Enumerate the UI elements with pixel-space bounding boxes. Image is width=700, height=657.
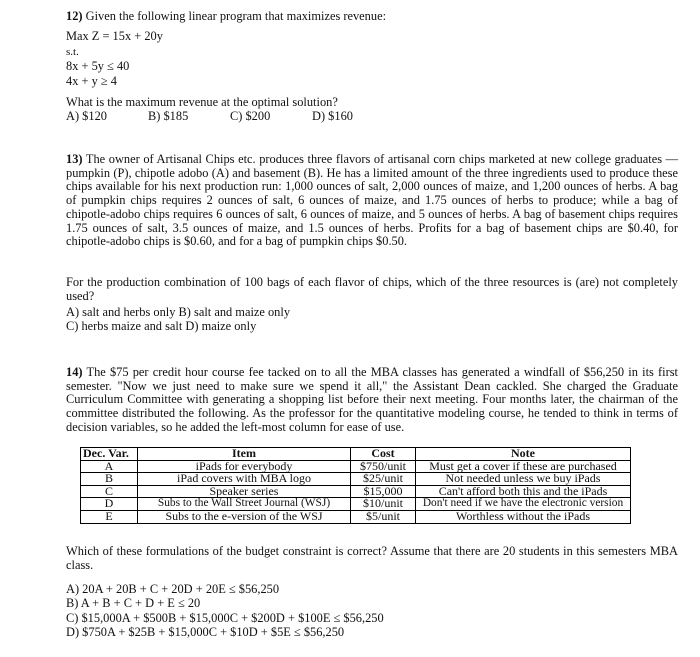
q12-st: s.t. (66, 46, 79, 58)
table-cell-var: E (81, 510, 138, 523)
q14-option-d: D) $750A + $25B + $15,000C + $10D + $5E ≤ $56,250 (66, 625, 345, 639)
q14-paragraph-block (66, 366, 678, 435)
q12-objective: Max Z = 15x + 20y (66, 29, 163, 43)
table-cell-var: A (81, 460, 138, 473)
q13-number: 13) (66, 152, 83, 166)
table-cell-cost: $15,000 (351, 485, 416, 498)
table-cell-item: iPad covers with MBA logo (138, 473, 351, 486)
q12-option-c: C) $200 (230, 109, 271, 123)
q12-option-a: A) $120 (66, 109, 107, 123)
q14-option-a: A) 20A + 20B + C + 20D + 20E ≤ $56,250 (66, 582, 280, 596)
table-cell-note: Worthless without the iPads (416, 510, 631, 523)
table-row (81, 485, 631, 498)
q12-constraint-2: 4x + y ≥ 4 (66, 74, 117, 88)
table-cell-var: C (81, 485, 138, 498)
table-cell-note: Can't afford both this and the iPads (416, 485, 631, 498)
table-cell-cost: $10/unit (351, 498, 416, 511)
q14-question: Which of these formulations of the budget constraint is correct? Assume that there are 20 students in this semesters MBA class. (66, 544, 678, 572)
table-cell-note: Don't need if we have the electronic version (416, 498, 631, 511)
table-cell-var: D (81, 498, 138, 511)
q12-option-d: D) $160 (312, 109, 353, 123)
table-cell-note: Not needed unless we buy iPads (416, 473, 631, 486)
table-cell-cost: $5/unit (351, 510, 416, 523)
q14-option-c: C) $15,000A + $500B + $15,000C + $200D + $100E ≤ $56,250 (66, 611, 384, 625)
q12-option-b: B) $185 (148, 109, 189, 123)
q14-paragraph: The $75 per credit hour course fee tacked on to all the MBA classes has generated a windfall of $56,250 in its first semester. "Now we just need to make sure we spend it all," the Assistant Dean cackled. She charged the Graduate Curriculum Committee with generating a shopping list before their next meeting. Four months later, the chairman of the committee distributed the following. As the professor for the quantitative modeling course, he tended to think in terms of decision variables, so he added the left-most column for ease of use. (66, 365, 678, 434)
q12-prompt-line (66, 9, 386, 23)
table-cell-item: Speaker series (138, 485, 351, 498)
table-cell-cost: $750/unit (351, 460, 416, 473)
table-header-item: Item (138, 448, 351, 461)
table-header-cost: Cost (351, 448, 416, 461)
q13-paragraph: The owner of Artisanal Chips etc. produces three flavors of artisanal corn chips marketed at new college graduates — pumpkin (P), chipotle adobo (A) and basement (B). He has a limited amount of the three ingredients used to produce these chips available for his next production run: 1,000 ounces of salt, 2,000 ounces of maize, and 1,200 ounces of herbs. A bag of pumpkin chips requires 2 ounces of salt, 6 ounces of maize, and 1.75 ounces of herbs to produce; while a bag of chipotle-adobo chips requires 6 ounces of salt, 6 ounces of maize, and 5 ounces of herbs. A bag of basement chips requires 1.75 ounces of salt, 3.5 ounces of maize, and 1.5 ounces of herbs. Profits for a bag of basement chips are $0.40, for chipotle-adobo chips is $0.60, and for a bag of pumpkin chips $0.50. (66, 152, 678, 249)
q13-options-line-2: C) herbs maize and salt D) maize only (66, 319, 257, 333)
table-cell-item: iPads for everybody (138, 460, 351, 473)
q13-question: For the production combination of 100 bags of each flavor of chips, which of the three resources is (are) not completely used? (66, 275, 678, 303)
table-header-dec-var: Dec. Var. (81, 448, 138, 461)
table-header-note: Note (416, 448, 631, 461)
table-cell-item: Subs to the Wall Street Journal (WSJ) (138, 498, 351, 511)
table-cell-var: B (81, 473, 138, 486)
q13-options-line-1: A) salt and herbs only B) salt and maize only (66, 305, 291, 319)
table-cell-item: Subs to the e-version of the WSJ (138, 510, 351, 523)
q14-number: 14) (66, 365, 83, 379)
q14-option-b: B) A + B + C + D + E ≤ 20 (66, 596, 201, 610)
q12-prompt: Given the following linear program that maximizes revenue: (85, 9, 387, 23)
table-cell-note: Must get a cover if these are purchased (416, 460, 631, 473)
table-row (81, 510, 631, 523)
table-cell-cost: $25/unit (351, 473, 416, 486)
q13-paragraph-block (66, 153, 678, 249)
decision-variable-table (80, 447, 631, 524)
q12-number: 12) (66, 9, 83, 23)
q12-question: What is the maximum revenue at the optimal solution? (66, 95, 338, 109)
q12-constraint-1: 8x + 5y ≤ 40 (66, 59, 130, 73)
